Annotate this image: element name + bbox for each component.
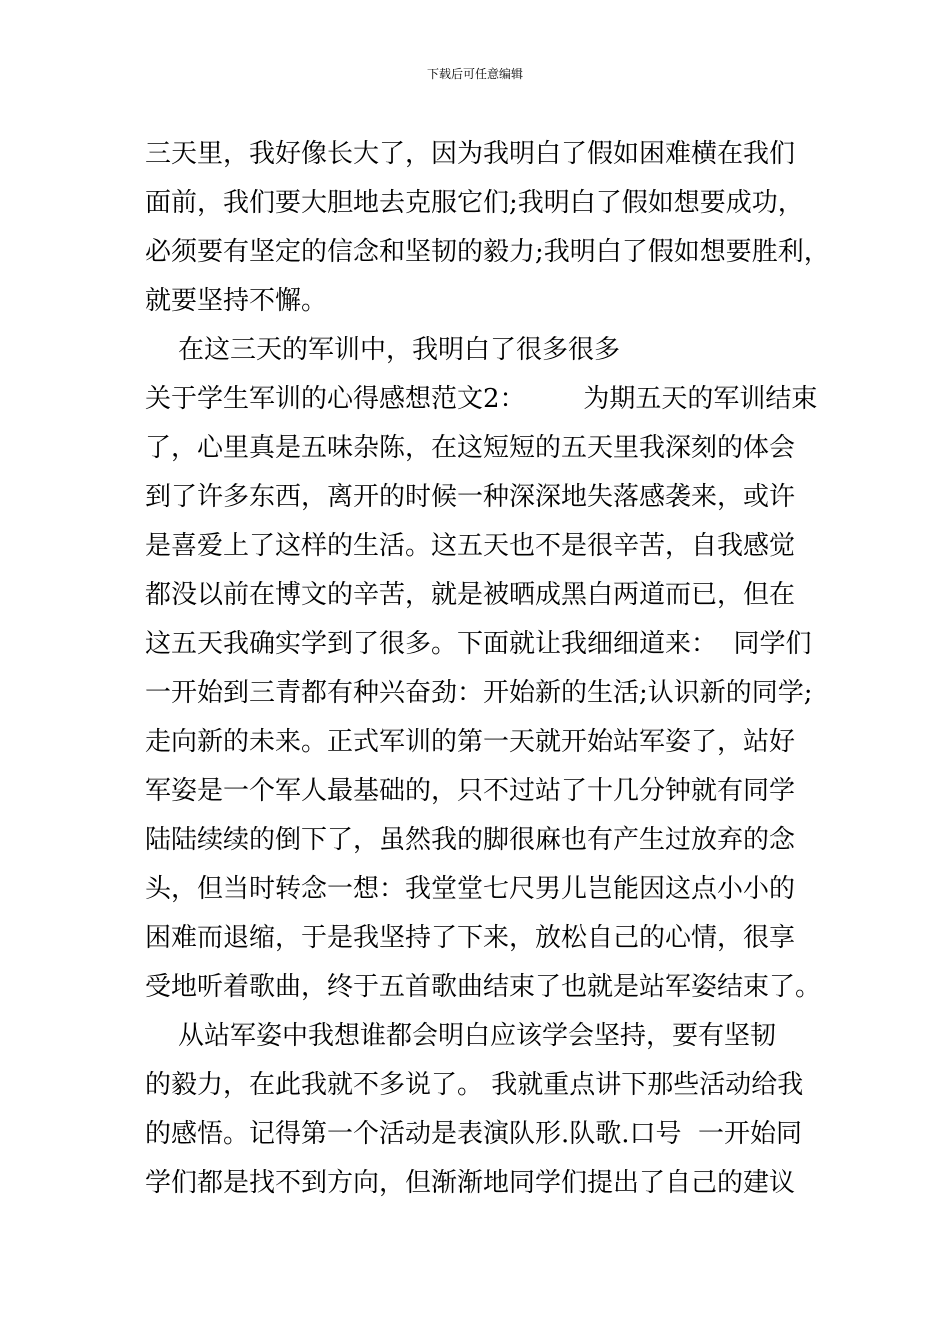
text-line: 三天里，我好像长大了，因为我明白了假如困难横在我们 bbox=[145, 139, 796, 169]
text-line: 这五天我确实学到了很多。下面就让我细细道来： 同学们 bbox=[145, 629, 812, 659]
text-line: 受地听着歌曲，终于五首歌曲结束了也就是站军姿结束了。 bbox=[145, 972, 822, 1002]
text-line: 在这三天的军训中，我明白了很多很多 bbox=[145, 335, 621, 365]
text-line: 的感悟。记得第一个活动是表演队形.队歌.口号 一开始同 bbox=[145, 1119, 803, 1149]
text-line: 都没以前在博文的辛苦，就是被晒成黑白两道而已，但在 bbox=[145, 580, 796, 610]
text-line: 了，心里真是五味杂陈，在这短短的五天里我深刻的体会 bbox=[145, 433, 796, 463]
text-line: 关于学生军训的心得感想范文2： 为期五天的军训结束 bbox=[145, 384, 818, 414]
text-line: 头，但当时转念一想：我堂堂七尺男儿岂能因这点小小的 bbox=[145, 874, 796, 904]
text-line: 就要坚持不懈。 bbox=[145, 286, 328, 316]
document-body bbox=[145, 130, 830, 1208]
text-line: 面前，我们要大胆地去克服它们;我明白了假如想要成功， bbox=[145, 188, 804, 218]
text-line: 走向新的未来。正式军训的第一天就开始站军姿了，站好 bbox=[145, 727, 796, 757]
text-line: 是喜爱上了这样的生活。这五天也不是很辛苦，自我感觉 bbox=[145, 531, 796, 561]
page-header: 下载后可任意编辑 bbox=[426, 67, 523, 81]
text-line: 一开始到三青都有种兴奋劲：开始新的生活;认识新的同学; bbox=[145, 678, 813, 708]
text-line: 困难而退缩，于是我坚持了下来，放松自己的心情，很享 bbox=[145, 923, 796, 953]
text-line: 军姿是一个军人最基础的，只不过站了十几分钟就有同学 bbox=[145, 776, 796, 806]
text-line: 到了许多东西，离开的时候一种深深地失落感袭来，或许 bbox=[145, 482, 796, 512]
text-line: 从站军姿中我想谁都会明白应该学会坚持，要有坚韧 bbox=[145, 1021, 777, 1051]
text-line: 学们都是找不到方向，但渐渐地同学们提出了自己的建议 bbox=[145, 1168, 796, 1198]
text-line: 陆陆续续的倒下了，虽然我的脚很麻也有产生过放弃的念 bbox=[145, 825, 796, 855]
text-line: 的毅力，在此我就不多说了。 我就重点讲下那些活动给我 bbox=[145, 1070, 804, 1100]
text-line: 必须要有坚定的信念和坚韧的毅力;我明白了假如想要胜利， bbox=[145, 237, 830, 267]
